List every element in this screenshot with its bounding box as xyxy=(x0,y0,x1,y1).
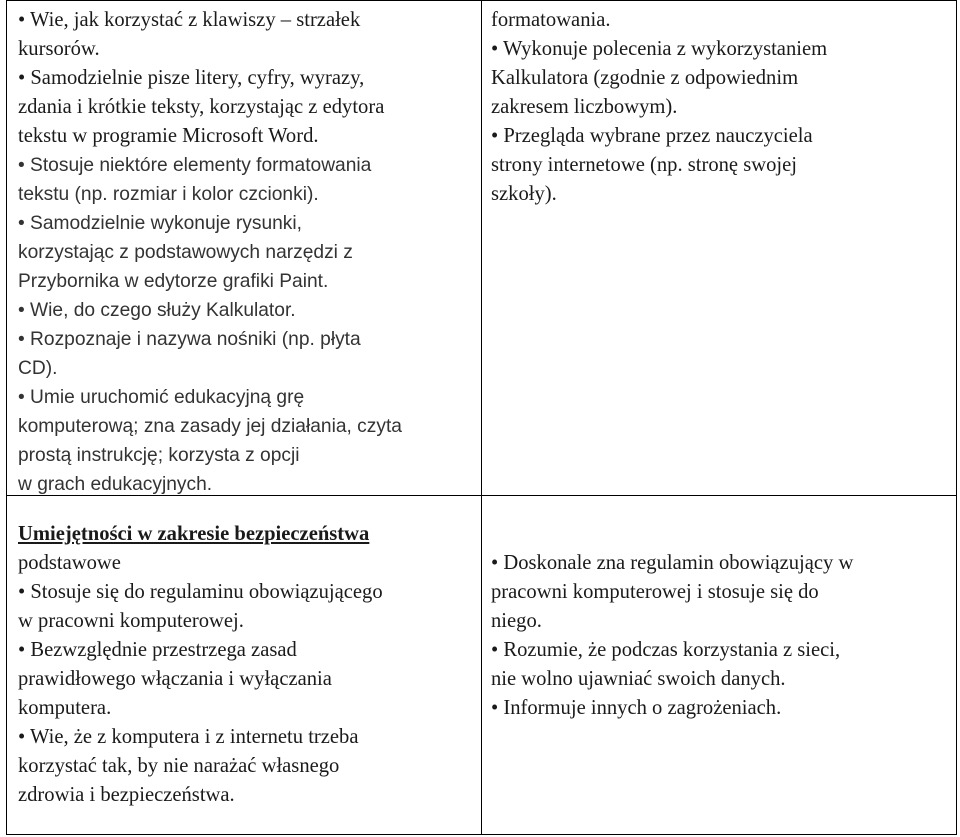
list-item xyxy=(18,209,473,296)
list-item-line: szkoły). xyxy=(491,183,557,205)
list-item-line: prostą instrukcję; korzysta z opcji xyxy=(18,445,300,466)
list-item-line: zakresem liczbowym). xyxy=(491,96,678,118)
list-item xyxy=(491,6,951,35)
skill-list xyxy=(491,549,951,723)
level-label: podstawowe xyxy=(18,552,121,574)
skill-list xyxy=(491,6,951,209)
list-item-line: CD). xyxy=(18,358,58,379)
list-item-line: • Przegląda wybrane przez nauczyciela xyxy=(491,125,813,147)
list-item-line: w pracowni komputerowej. xyxy=(18,610,244,632)
list-item xyxy=(491,35,951,122)
skill-list xyxy=(18,6,473,499)
cell-bottom-right xyxy=(491,549,951,723)
list-item-line: • Stosuje się do regulaminu obowiązującego xyxy=(18,581,383,603)
list-item xyxy=(18,636,473,723)
list-item-line: • Wie, że z komputera i z internetu trzeba xyxy=(18,726,359,748)
list-item-line: korzystać tak, by nie narażać własnego xyxy=(18,755,340,777)
list-item-line: • Wie, do czego służy Kalkulator. xyxy=(18,300,296,321)
list-item xyxy=(18,296,473,325)
list-item xyxy=(491,694,951,723)
list-item xyxy=(18,578,473,636)
list-item xyxy=(18,383,473,499)
list-item-line: • Rozpoznaje i nazywa nośniki (np. płyta xyxy=(18,329,361,350)
cell-top-right xyxy=(491,6,951,209)
list-item xyxy=(18,64,473,151)
cell-bottom-left xyxy=(18,520,473,810)
skill-list xyxy=(18,578,473,810)
list-item-line: Kalkulatora (zgodnie z odpowiednim xyxy=(491,67,799,89)
list-item xyxy=(18,325,473,383)
list-item-line: • Samodzielnie wykonuje rysunki, xyxy=(18,213,302,234)
list-item-line: niego. xyxy=(491,610,542,632)
section-heading: Umiejętności w zakresie bezpieczeństwa xyxy=(18,523,370,545)
list-item xyxy=(18,6,473,64)
list-item xyxy=(491,549,951,636)
list-item-line: komputera. xyxy=(18,697,112,719)
list-item-line: komputerową; zna zasady jej działania, czyta xyxy=(18,416,402,437)
list-item-line: • Informuje innych o zagrożeniach. xyxy=(491,697,782,719)
list-item-line: tekstu w programie Microsoft Word. xyxy=(18,125,319,147)
list-item-line: formatowania. xyxy=(491,9,611,31)
skills-table xyxy=(6,0,957,835)
list-item-line: strony internetowe (np. stronę swojej xyxy=(491,154,797,176)
list-item-line: prawidłowego włączania i wyłączania xyxy=(18,668,332,690)
list-item-line: Przybornika w edytorze grafiki Paint. xyxy=(18,271,329,292)
list-item-line: • Rozumie, że podczas korzystania z sieci, xyxy=(491,639,841,661)
list-item-line: • Wie, jak korzystać z klawiszy – strzałek xyxy=(18,9,361,31)
list-item-line: w grach edukacyjnych. xyxy=(18,474,213,495)
list-item-line: zdania i krótkie teksty, korzystając z edytora xyxy=(18,96,385,118)
list-item-line: • Bezwzględnie przestrzega zasad xyxy=(18,639,297,661)
list-item-line: • Samodzielnie pisze litery, cyfry, wyrazy, xyxy=(18,67,365,89)
list-item-line: tekstu (np. rozmiar i kolor czcionki). xyxy=(18,184,319,205)
list-item-line: • Umie uruchomić edukacyjną grę xyxy=(18,387,305,408)
list-item-line: • Stosuje niektóre elementy formatowania xyxy=(18,155,372,176)
list-item-line: zdrowia i bezpieczeństwa. xyxy=(18,784,235,806)
list-item xyxy=(18,723,473,810)
column-divider xyxy=(481,1,482,835)
list-item-line: nie wolno ujawniać swoich danych. xyxy=(491,668,786,690)
list-item-line: • Wykonuje polecenia z wykorzystaniem xyxy=(491,38,828,60)
list-item-line: pracowni komputerowej i stosuje się do xyxy=(491,581,819,603)
list-item xyxy=(18,151,473,209)
list-item-line: • Doskonale zna regulamin obowiązujący w xyxy=(491,552,854,574)
list-item-line: kursorów. xyxy=(18,38,100,60)
list-item xyxy=(491,122,951,209)
cell-top-left xyxy=(18,6,473,499)
list-item xyxy=(491,636,951,694)
list-item-line: korzystając z podstawowych narzędzi z xyxy=(18,242,353,263)
